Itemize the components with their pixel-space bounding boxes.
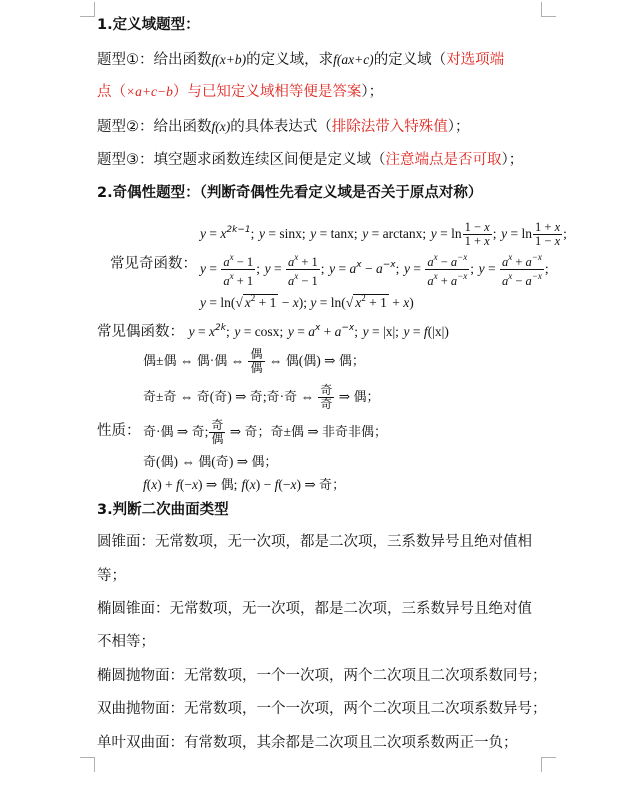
odd-functions-row-2: y = $\frac{a^x - 1}{a^x + 1}$ ; y = $\frac{a^x + 1}{a^x - 1}$ ; $y = a^x - a^{-x}$; y = $\frac{a^x - a^{-x}}{a^x + a^{-x}}$ ; y = $\frac{a^x + a^{-x}}{a^x - a^{-x}}$ ; (200, 251, 549, 288)
rule-composite: 奇(偶) ⇔ 偶(奇) ⇒ 偶； (143, 454, 278, 470)
rule-sum-diff: f(x) + f(−x) ⇒ 偶; f(x) − f(−x) ⇒ 奇； (143, 477, 346, 493)
section-1-title: 1.定义域题型： (97, 17, 200, 33)
elliptic-cone-line-1: 椭圆锥面：无常数项，无一次项，都是二次项，三系数异号且绝对值 (97, 601, 532, 617)
type1-line-2: 点（×a+c−b）与已知定义域相等便是答案）； (97, 84, 384, 100)
section-3-title: 3.判断二次曲面类型 (97, 502, 229, 518)
elliptic-paraboloid-line: 椭圆抛物面：无常数项，一个一次项，两个二次项且二次项系数同号； (97, 668, 547, 684)
type2-line: 题型②：给出函数f(x)的具体表达式（排除法带入特殊值）； (97, 119, 470, 135)
one-sheet-hyperboloid-line: 单叶双曲面：有常数项，其余都是二次项且二次项系数两正一负； (97, 735, 518, 751)
odd-functions-row-3: y = ln(√ $x^2 + 1 - x$); y = ln(√ $x^2 + 1 + x$) (200, 293, 414, 310)
odd-functions-label: 常见奇函数： (110, 256, 197, 272)
rule-even: 偶±偶 ⇔ 偶·偶 ⇔ $\frac{\text{偶}}{\text{偶}}$ ⇔ 偶(偶) ⇒ 偶； (143, 347, 365, 375)
section-2-title: 2.奇偶性题型：（判断奇偶性先看定义域是否关于原点对称） (97, 185, 483, 201)
rule-odd-even: 奇·偶 ⇒ 奇; $\frac{\text{奇}}{\text{偶}}$ ⇒ 奇；奇±偶 ⇒ 非奇非偶； (143, 418, 388, 446)
type3-line: 题型③：填空题求函数连续区间便是定义域（注意端点是否可取）； (97, 152, 524, 168)
cone-surface-line-2: 等； (97, 568, 126, 584)
page-corner-mark (80, 2, 95, 17)
hyperbolic-paraboloid-line: 双曲抛物面：无常数项，一个一次项，两个二次项且二次项系数异号； (97, 701, 547, 717)
property-label: 性质： (97, 423, 141, 439)
page-corner-mark (541, 757, 556, 772)
elliptic-cone-line-2: 不相等； (97, 634, 155, 650)
even-functions-line: 常见偶函数： $y = x^{2k}$; y = cosx; $y = a^x + a^{-x}$; y = |x|; y = f(|x|) (97, 323, 449, 340)
rule-odd: 奇±奇 ⇔ 奇(奇) ⇒ 奇;奇·奇 ⇔ $\frac{\text{奇}}{\text{奇}}$ ⇒ 偶； (143, 383, 380, 411)
cone-surface-line-1: 圆锥面：无常数项，无一次项，都是二次项，三系数异号且绝对值相 (97, 534, 532, 550)
page-corner-mark (541, 2, 556, 17)
page-corner-mark (80, 757, 95, 772)
type1-line-1: 题型①：给出函数f(x+b)的定义域，求f(ax+c)的定义域（对选项端 (97, 52, 505, 68)
odd-functions-row-1: $y = x^{2k-1}$; y = sinx; y = tanx; y = arctanx; y = ln $\frac{1 - x}{1 + x}$ ; y = ln $\frac{1 + x}{1 - x}$ ; (200, 219, 567, 248)
